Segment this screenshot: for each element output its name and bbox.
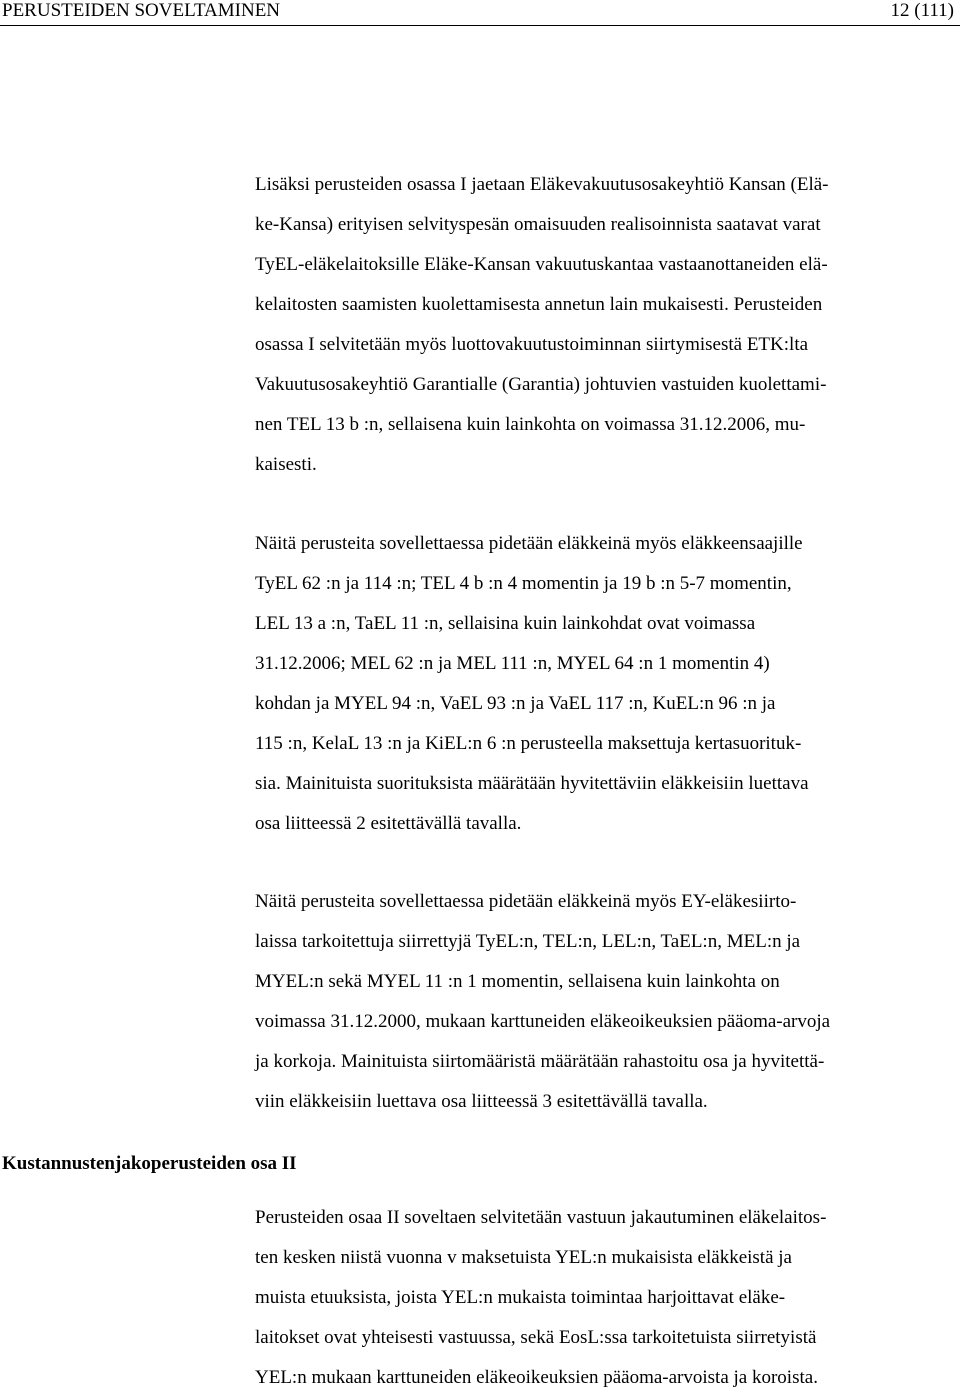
header-rule	[0, 25, 960, 26]
text-line: kohdan ja MYEL 94 :n, VaEL 93 :n ja VaEL 117 :n, KuEL:n 96 :n ja	[255, 693, 776, 714]
text-line: TyEL 62 :n ja 114 :n; TEL 4 b :n 4 momentin ja 19 b :n 5-7 momentin,	[255, 573, 792, 594]
text-line: Vakuutusosakeyhtiö Garantialle (Garantia) johtuvien vastuiden kuolettami-	[255, 374, 827, 395]
text-line: ke-Kansa) erityisen selvityspesän omaisuuden realisoinnista saatavat varat	[255, 214, 821, 235]
text-line: osa liitteessä 2 esitettävällä tavalla.	[255, 813, 522, 834]
text-line: 31.12.2006; MEL 62 :n ja MEL 111 :n, MYEL 64 :n 1 momentin 4)	[255, 653, 770, 674]
text-line: YEL:n mukaan karttuneiden eläkeoikeuksien pääoma-arvoista ja koroista.	[255, 1367, 818, 1388]
section-heading: Kustannustenjakoperusteiden osa II	[2, 1153, 297, 1174]
paragraph-kertasuoritukset	[255, 524, 955, 844]
text-line: kaisesti.	[255, 454, 317, 475]
paragraph-osa-ii	[255, 1198, 955, 1398]
text-line: MYEL:n sekä MYEL 11 :n 1 momentin, sellaisena kuin lainkohta on	[255, 971, 780, 992]
text-line: sia. Mainituista suorituksista määrätään hyvitettäviin eläkkeisiin luettava	[255, 773, 809, 794]
text-line: muista etuuksista, joista YEL:n mukaista toimintaa harjoittavat eläke-	[255, 1287, 786, 1308]
text-line: LEL 13 a :n, TaEL 11 :n, sellaisina kuin lainkohdat ovat voimassa	[255, 613, 756, 634]
header-title: PERUSTEIDEN SOVELTAMINEN	[2, 0, 281, 21]
text-line: Lisäksi perusteiden osassa I jaetaan Eläkevakuutusosakeyhtiö Kansan (Elä-	[255, 174, 829, 195]
page-number: 12 (111)	[890, 0, 954, 21]
page-header	[0, 0, 960, 22]
text-line: 115 :n, KelaL 13 :n ja KiEL:n 6 :n perusteella maksettuja kertasuorituk-	[255, 733, 802, 754]
text-line: voimassa 31.12.2000, mukaan karttuneiden eläkeoikeuksien pääoma-arvoja	[255, 1011, 831, 1032]
text-line: ten kesken niistä vuonna v maksetuista YEL:n mukaisista eläkkeistä ja	[255, 1247, 792, 1268]
text-line: osassa I selvitetään myös luottovakuutustoiminnan siirtymisestä ETK:lta	[255, 334, 809, 355]
text-line: TyEL-eläkelaitoksille Eläke-Kansan vakuutuskantaa vastaanottaneiden elä-	[255, 254, 828, 275]
text-line: laitokset ovat yhteisesti vastuussa, sekä EosL:ssa tarkoitetuista siirretyistä	[255, 1327, 817, 1348]
text-line: Näitä perusteita sovellettaessa pidetään eläkkeinä myös EY-eläkesiirto-	[255, 891, 797, 912]
paragraph-osa-i	[255, 165, 955, 485]
text-line: Perusteiden osaa II soveltaen selvitetään vastuun jakautuminen eläkelaitos-	[255, 1207, 827, 1228]
paragraph-ey-elakesiirto	[255, 882, 955, 1122]
text-line: viin eläkkeisiin luettava osa liitteessä 3 esitettävällä tavalla.	[255, 1091, 708, 1112]
text-line: Näitä perusteita sovellettaessa pidetään eläkkeinä myös eläkkeensaajille	[255, 533, 803, 554]
text-line: laissa tarkoitettuja siirrettyjä TyEL:n, TEL:n, LEL:n, TaEL:n, MEL:n ja	[255, 931, 801, 952]
text-line: kelaitosten saamisten kuolettamisesta annetun lain mukaisesti. Perusteiden	[255, 294, 823, 315]
text-line: ja korkoja. Mainituista siirtomääristä määrätään rahastoitu osa ja hyvitettä-	[255, 1051, 825, 1072]
text-line: nen TEL 13 b :n, sellaisena kuin lainkohta on voimassa 31.12.2006, mu-	[255, 414, 806, 435]
